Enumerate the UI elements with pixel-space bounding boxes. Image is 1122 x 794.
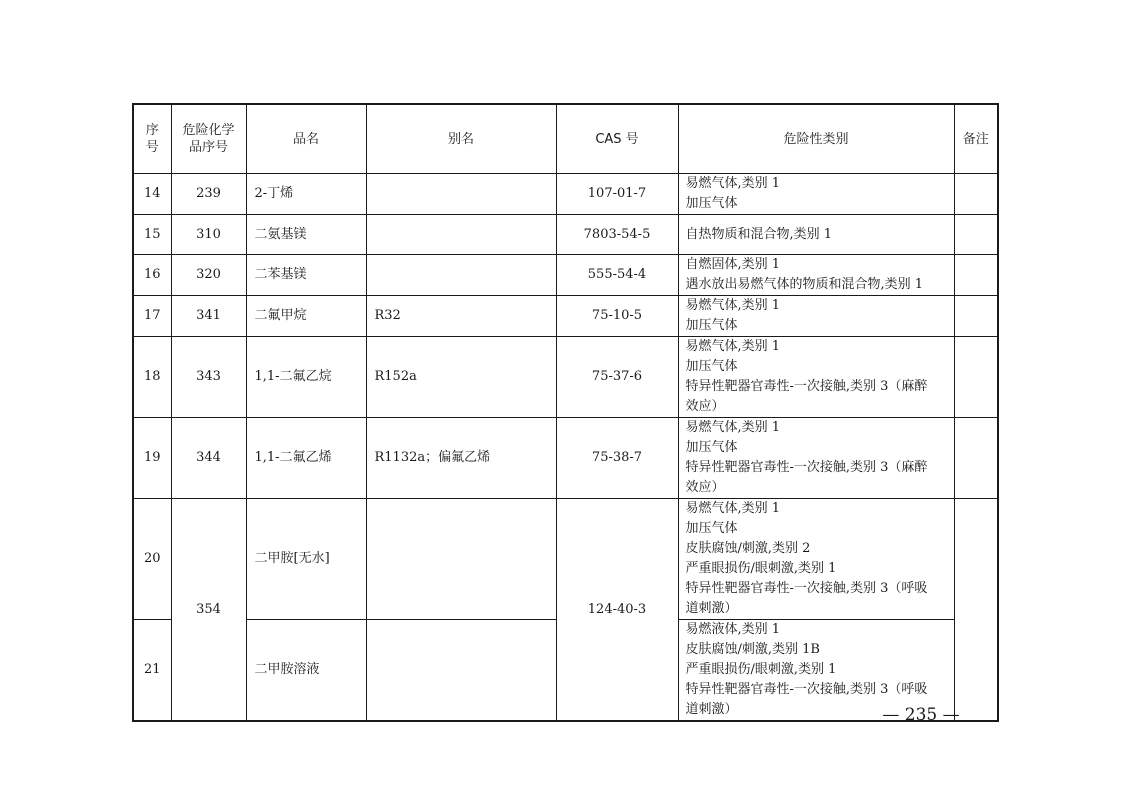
row-catalog-number: 239 <box>171 174 246 215</box>
row-index: 14 <box>133 174 171 215</box>
row-index: 17 <box>133 296 171 337</box>
row-product-name: 二甲胺溶液 <box>246 620 366 722</box>
row-remarks <box>954 337 998 418</box>
row-product-name: 1,1-二氟乙烷 <box>246 337 366 418</box>
row-index: 21 <box>133 620 171 722</box>
header-cas-number: CAS 号 <box>556 104 678 174</box>
row-catalog-number: 320 <box>171 255 246 296</box>
row-hazard-category: 易燃气体,类别 1 加压气体 <box>678 296 954 337</box>
row-remarks <box>954 215 998 255</box>
row-hazard-category: 易燃气体,类别 1 加压气体 皮肤腐蚀/刺激,类别 2 严重眼损伤/眼刺激,类别 1 特异性靶器官毒性-一次接触,类别 3（呼吸 道刺激） <box>678 499 954 620</box>
row-catalog-number: 354 <box>171 499 246 722</box>
row-cas-number: 7803-54-5 <box>556 215 678 255</box>
row-product-name: 二苯基镁 <box>246 255 366 296</box>
row-hazard-category: 自燃固体,类别 1 遇水放出易燃气体的物质和混合物,类别 1 <box>678 255 954 296</box>
header-hazard-category: 危险性类别 <box>678 104 954 174</box>
row-hazard-category: 易燃气体,类别 1 加压气体 <box>678 174 954 215</box>
row-alias: R1132a；偏氟乙烯 <box>366 418 556 499</box>
row-product-name: 1,1-二氟乙烯 <box>246 418 366 499</box>
row-catalog-number: 341 <box>171 296 246 337</box>
row-remarks <box>954 296 998 337</box>
row-remarks <box>954 418 998 499</box>
row-hazard-category: 易燃液体,类别 1 皮肤腐蚀/刺激,类别 1B 严重眼损伤/眼刺激,类别 1 特异性靶器官毒性-一次接触,类别 3（呼吸 道刺激） <box>678 620 954 722</box>
row-alias <box>366 620 556 722</box>
row-remarks <box>954 174 998 215</box>
header-row <box>133 104 998 174</box>
table-row <box>133 255 998 296</box>
row-cas-number: 124-40-3 <box>556 499 678 722</box>
row-product-name: 二甲胺[无水] <box>246 499 366 620</box>
row-alias <box>366 499 556 620</box>
row-index: 19 <box>133 418 171 499</box>
row-catalog-number: 310 <box>171 215 246 255</box>
row-product-name: 2-丁烯 <box>246 174 366 215</box>
row-cas-number: 75-37-6 <box>556 337 678 418</box>
header-alias: 别名 <box>366 104 556 174</box>
header-catalog-number: 危险化学 品序号 <box>171 104 246 174</box>
row-product-name: 二氟甲烷 <box>246 296 366 337</box>
row-index: 16 <box>133 255 171 296</box>
row-cas-number: 555-54-4 <box>556 255 678 296</box>
table-row <box>133 499 998 620</box>
row-alias <box>366 215 556 255</box>
header-product-name: 品名 <box>246 104 366 174</box>
row-alias <box>366 255 556 296</box>
table-row <box>133 296 998 337</box>
row-index: 18 <box>133 337 171 418</box>
row-cas-number: 75-10-5 <box>556 296 678 337</box>
row-alias <box>366 174 556 215</box>
row-cas-number: 75-38-7 <box>556 418 678 499</box>
row-index: 15 <box>133 215 171 255</box>
row-alias: R32 <box>366 296 556 337</box>
header-index: 序 号 <box>133 104 171 174</box>
row-product-name: 二氨基镁 <box>246 215 366 255</box>
row-catalog-number: 343 <box>171 337 246 418</box>
row-remarks <box>954 255 998 296</box>
header-remarks: 备注 <box>954 104 998 174</box>
table-row <box>133 174 998 215</box>
row-alias: R152a <box>366 337 556 418</box>
row-hazard-category: 自热物质和混合物,类别 1 <box>678 215 954 255</box>
row-catalog-number: 344 <box>171 418 246 499</box>
row-cas-number: 107-01-7 <box>556 174 678 215</box>
table-row <box>133 215 998 255</box>
table-row <box>133 337 998 418</box>
table-row <box>133 418 998 499</box>
row-hazard-category: 易燃气体,类别 1 加压气体 特异性靶器官毒性-一次接触,类别 3（麻醉 效应） <box>678 337 954 418</box>
row-index: 20 <box>133 499 171 620</box>
row-remarks <box>954 499 998 722</box>
chemical-catalog-table <box>132 103 999 722</box>
page-number: — 235 — <box>882 705 960 725</box>
row-hazard-category: 易燃气体,类别 1 加压气体 特异性靶器官毒性-一次接触,类别 3（麻醉 效应） <box>678 418 954 499</box>
